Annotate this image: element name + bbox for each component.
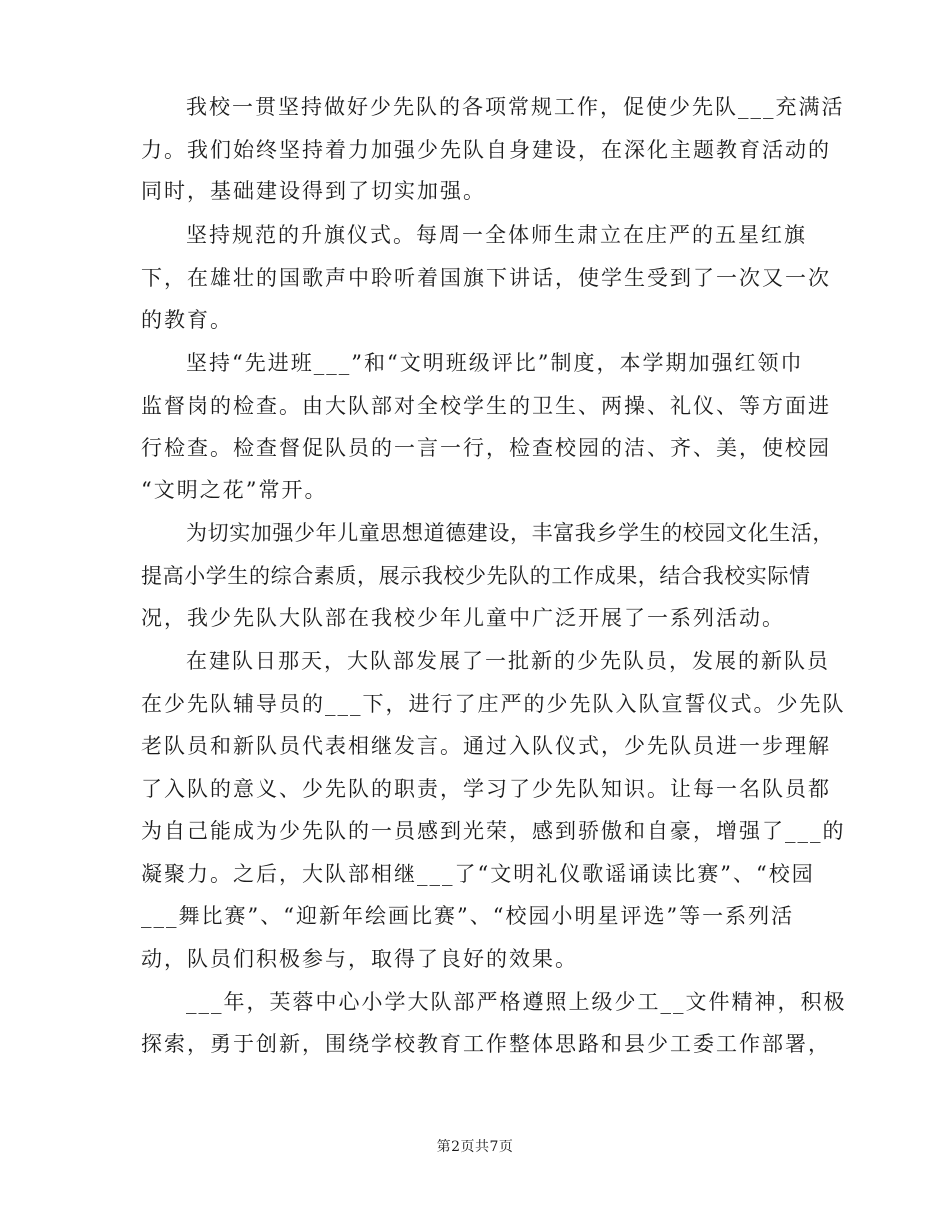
paragraph-5-line-1: 在建队日那天，大队部发展了一批新的少先队员，发展的新队员	[186, 649, 830, 673]
paragraph-2-line-2: 下，在雄壮的国歌声中聆听着国旗下讲话，使学生受到了一次又一次	[141, 266, 831, 290]
paragraph-3-line-2: 监督岗的检查。由大队部对全校学生的卫生、两操、礼仪、等方面进	[141, 394, 831, 418]
paragraph-2-line-3: 的教育。	[141, 308, 233, 332]
paragraph-1-line-3: 同时，基础建设得到了切实加强。	[141, 179, 486, 203]
paragraph-6-line-2: 探索，勇于创新，围绕学校教育工作整体思路和县少工委工作部署，	[141, 1032, 831, 1056]
paragraph-1-line-2: 力。我们始终坚持着力加强少先队自身建设，在深化主题教育活动的	[141, 138, 831, 162]
paragraph-1-line-1: 我校一贯坚持做好少先队的各项常规工作，促使少先队___充满活	[186, 95, 845, 119]
paragraph-5-line-6: 凝聚力。之后，大队部相继___了“文明礼仪歌谣诵读比赛”、“校园	[141, 862, 815, 886]
paragraph-5-line-7: ___舞比赛”、“迎新年绘画比赛”、“校园小明星评选”等一系列活	[141, 904, 795, 928]
paragraph-3-line-1: 坚持“先进班___”和“文明班级评比”制度，本学期加强红领巾	[186, 351, 804, 375]
paragraph-5-line-4: 了入队的意义、少先队的职责，学习了少先队知识。让每一名队员都	[141, 777, 831, 801]
paragraph-4-line-3: 况，我少先队大队部在我校少年儿童中广泛开展了一系列活动。	[141, 606, 785, 630]
paragraph-3-line-4: “文明之花”常开。	[141, 478, 328, 502]
paragraph-5-line-8: 动，队员们积极参与，取得了良好的效果。	[141, 947, 578, 971]
paragraph-5-line-3: 老队员和新队员代表相继发言。通过入队仪式，少先队员进一步理解	[141, 734, 831, 758]
paragraph-5-line-2: 在少先队辅导员的___下，进行了庄严的少先队入队宣誓仪式。少先队	[141, 692, 846, 716]
paragraph-2-line-1: 坚持规范的升旗仪式。每周一全体师生肃立在庄严的五星红旗	[186, 223, 807, 247]
paragraph-4-line-2: 提高小学生的综合素质，展示我校少先队的工作成果，结合我校实际情	[141, 564, 811, 588]
page-number-footer: 第2页共7页	[436, 1139, 514, 1155]
paragraph-5-line-5: 为自己能成为少先队的一员感到光荣，感到骄傲和自豪，增强了___的	[141, 819, 846, 843]
paragraph-4-line-1: 为切实加强少年儿童思想道德建设，丰富我乡学生的校园文化生活，	[186, 521, 834, 545]
paragraph-6-line-1: ___年，芙蓉中心小学大队部严格遵照上级少工__文件精神，积极	[186, 990, 847, 1014]
paragraph-3-line-3: 行检查。检查督促队员的一言一行，检查校园的洁、齐、美，使校园	[141, 436, 831, 460]
